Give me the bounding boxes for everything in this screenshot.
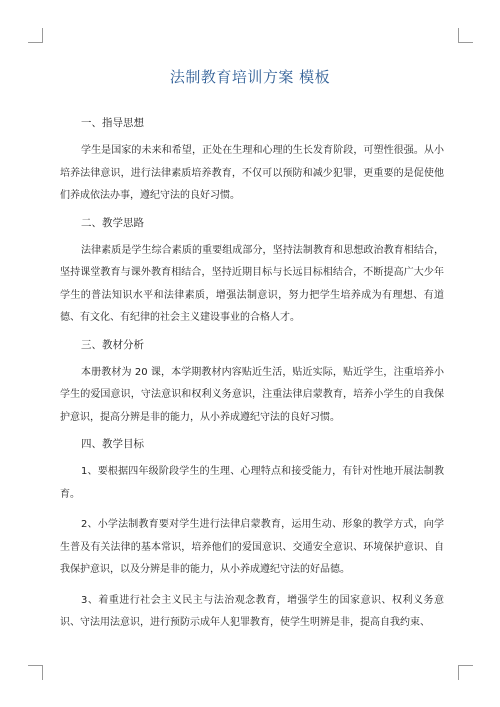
paragraph: 法律素质是学生综合素质的重要组成部分，坚持法制教育和思想政治教育相结合，坚持课堂教育与课外教育相结合，坚持近期目标与长远目标相结合，不断提高广大少年学生的普法知识水平和法律素质，增强法制意识，努力把学生培养成为有理想、有道德、有文化、有纪律的社会主义建设事业的合格人才。 bbox=[60, 244, 444, 323]
paragraph: 2、小学法制教育要对学生进行法律启蒙教育，运用生动、形象的教学方式，向学生普及有关法律的基本常识，培养他们的爱国意识、交通安全意识、环境保护意识、自我保护意识，以及分辨是非的能力，从小养成遵纪守法的好品德。 bbox=[60, 519, 444, 575]
paragraph: 学生是国家的未来和希望，正处在生理和心理的生长发育阶段，可塑性很强。从小培养法律意识，进行法律素质培养教育，不仅可以预防和减少犯罪，更重要的是促使他们养成依法办事，遵纪守法的良好习惯。 bbox=[60, 145, 444, 201]
crop-mark-top-right bbox=[458, 28, 473, 43]
crop-mark-bottom-left bbox=[28, 665, 43, 680]
paragraph: 本册教材为 20 课，本学期教材内容贴近生活，贴近实际，贴近学生，注重培养小学生的爱国意识，守法意识和权利义务意识，注重法律启蒙教育，培养小学生的自我保护意识，提高分辨是非的能力，从小养成遵纪守法的良好习惯。 bbox=[60, 366, 444, 423]
section-heading: 四、教学目标 bbox=[81, 438, 144, 450]
paragraph: 3、着重进行社会主义民主与法治观念教育，增强学生的国家意识、权利义务意识、守法用法意识，进行预防示成年人犯罪教育，使学生明辨是非，提高自我约束、 bbox=[60, 594, 444, 628]
section-heading: 二、教学思路 bbox=[81, 216, 144, 229]
crop-mark-top-left bbox=[28, 28, 43, 43]
section-guiding-ideology bbox=[60, 116, 444, 208]
section-teaching-approach bbox=[60, 216, 444, 330]
document-title: 法制教育培训方案 模板 bbox=[169, 68, 331, 86]
section-teaching-goals bbox=[60, 437, 444, 635]
document-body bbox=[60, 116, 444, 635]
crop-mark-bottom-right bbox=[458, 665, 473, 680]
section-heading: 一、指导思想 bbox=[81, 117, 144, 129]
paragraph: 1、要根据四年级阶段学生的生理、心理特点和接受能力，有针对性地开展法制教育。 bbox=[60, 466, 444, 500]
section-heading: 三、教材分析 bbox=[81, 338, 144, 351]
section-textbook-analysis bbox=[60, 338, 444, 430]
